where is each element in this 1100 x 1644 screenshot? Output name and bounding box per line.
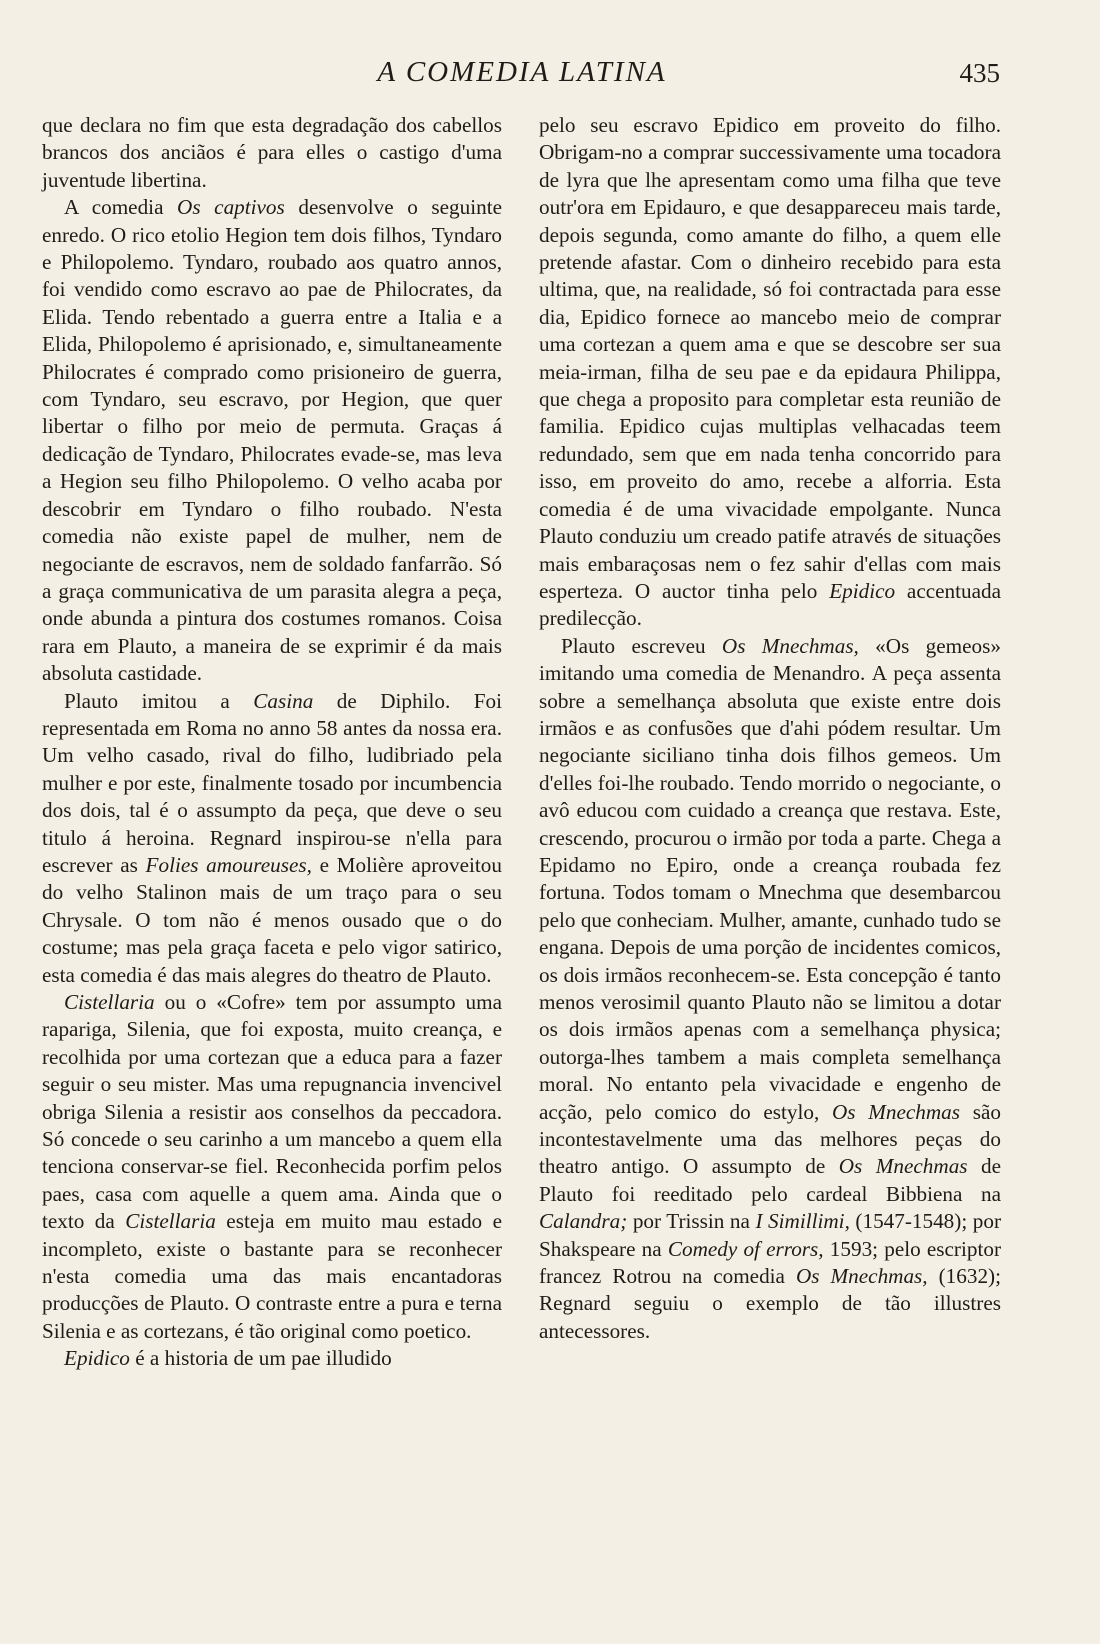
text-run: é a historia de um pae illudido bbox=[129, 1346, 392, 1371]
italic-title: Comedy of errors, bbox=[667, 1236, 824, 1261]
text-run: «Os gemeos» imitando uma comedia de Menandro. A peça assenta sobre a semelhança absoluta que existe entre dois irmãos e as confusões que d'ahi pódem resultar. Um negociante siciliano tinha dois filhos gemeos. Um d'elles foi-lhe roubado. Tendo morrido o negociante, o avô educou com cuidado a creança que restava. Este, crescendo, procurou o irmão por toda a parte. Chega a Epidamo no Epiro, onde a creança roubada fez fortuna. Todos tomam o Mnechma que desembarcou pelo que conheciam. Mulher, amante, cunhado tudo se engana. Depois de uma porção de incidentes comicos, os dois irmãos reconhecem-se. Esta concepção é tanto menos verosimil quanto Plauto não se limitou a dotar os dois irmãos apenas com a semelhança physica; outorga-lhes tambem a mais completa semelhança moral. No entanto pela vivacidade e engenho de acção, pelo comico do estylo, bbox=[539, 633, 1001, 1124]
right-column bbox=[539, 112, 1001, 1345]
italic-title: Casina bbox=[253, 688, 314, 713]
paragraph bbox=[42, 194, 502, 687]
text-run: por Trissin na bbox=[627, 1209, 756, 1234]
paragraph bbox=[539, 633, 1001, 1346]
running-title: A COMEDIA LATINA bbox=[377, 56, 667, 88]
running-head bbox=[0, 50, 1100, 100]
paragraph bbox=[42, 688, 502, 989]
paragraph bbox=[42, 1345, 502, 1372]
italic-title: Epidico bbox=[829, 578, 896, 603]
italic-title: I Simillimi, bbox=[755, 1209, 850, 1234]
italic-title: Epidico bbox=[64, 1346, 130, 1371]
paragraph bbox=[42, 112, 502, 194]
italic-title: Cistellaria bbox=[64, 990, 155, 1014]
italic-title: Os Mnechmas, bbox=[721, 633, 859, 658]
text-run: ou o «Cofre» tem por assumpto uma rapariga, Silenia, que foi exposta, muito creança, e recolhida por uma cortezan que a educa para a fazer seguir o seu mister. Mas uma repugnancia invencivel obriga Silenia a resistir aos conselhos da peccadora. Só concede o seu carinho a um mancebo a quem ella tenciona conservar-se fiel. Reconhecida porfim pelos paes, casa com aquelle a quem ama. Ainda que o texto da bbox=[42, 990, 502, 1234]
text-run: (1547-1548); por Shakspeare na bbox=[539, 1209, 1002, 1261]
page-number: 435 bbox=[959, 58, 1000, 88]
text-run: Plauto escreveu bbox=[561, 633, 722, 658]
paragraph bbox=[42, 989, 502, 1345]
text-run: de Plauto foi reeditado pelo cardeal Bibbiena na bbox=[539, 1154, 1001, 1206]
left-column bbox=[42, 112, 502, 1373]
text-run: A comedia bbox=[64, 195, 178, 220]
italic-title: Os Mnechmas, bbox=[795, 1264, 928, 1289]
text-run: e Molière aproveitou do velho Stalinon mais de um traço para o seu Chrysale. O tom não é menos ousado que o do costume; mas pela graça faceta e pelo vigor satirico, esta comedia é das mais alegres do theatro de Plauto. bbox=[42, 852, 502, 987]
paragraph bbox=[539, 112, 1001, 633]
text-run: (1632); Regnard seguiu o exemplo de tão illustres antecessores. bbox=[539, 1264, 1001, 1343]
text-run: 1593; pelo escriptor francez Rotrou na comedia bbox=[539, 1236, 1002, 1289]
text-run: desenvolve o seguinte enredo. O rico etolio Hegion tem dois filhos, Tyndaro e Philopolemo. Tyndaro, roubado aos quatro annos, foi vendido como escravo ao pae de Philocrates, da Elida. Tendo rebentado a guerra entre a Italia e a Elida, Philopolemo é aprisionado, e, simultaneamente Philocrates é comprado como prisioneiro de guerra, com Tyndaro, seu escravo, por Hegion, que quer libertar o filho por meio de permuta. Graças á dedicação de Tyndaro, Philocrates evade-se, mas leva a Hegion seu filho Philopolemo. O velho acaba por descobrir em Tyndaro o filho roubado. N'esta comedia não existe papel de mulher, nem de negociante de escravos, nem de soldado fanfarrão. Só a graça communicativa de um parasita alegra a peça, onde abunda a pintura dos costumes romanos. Coisa rara em Plauto, a maneira de se exprimir é da mais absoluta castidade. bbox=[42, 195, 503, 686]
text-run: que declara no fim que esta degradação dos cabellos brancos dos anciãos é para elles o castigo d'uma juventude libertina. bbox=[42, 113, 502, 192]
text-run: pelo seu escravo Epidico em proveito do filho. Obrigam-no a comprar successivamente uma tocadora de lyra que lhe apresentam como uma filha que teve outr'ora em Epidauro, e que desappareceu mais tarde, depois segunda, como amante do filho, a quem elle pretende afastar. Com o dinheiro recebido para esta ultima, que, na realidade, só foi contractada para esse dia, Epidico fornece ao mancebo meio de comprar uma cortezan a quem ama e que se descobre ser sua meia-irman, filha de seu pae e da epidaura Philippa, que chega a proposito para completar esta reunião de familia. Epidico cujas multiplas velhacadas teem redundado, sem que em nada tenha concorrido para isso, em proveito do amo, recebe a alforria. Esta comedia é de uma vivacidade empolgante. Nunca Plauto conduziu um creado patife através de situações mais embaraçosas nem o fez sahir d'ellas com mais esperteza. O auctor tinha pelo bbox=[539, 113, 1001, 603]
italic-title: Folies amoureuses, bbox=[145, 852, 312, 877]
italic-title: Os Mnechmas bbox=[831, 1099, 961, 1124]
text-run: esteja em muito mau estado e incompleto, existe o bastante para se reconhecer n'esta comedia uma das mais encantadoras producções de Plauto. O contraste entre a pura e terna Silenia e as cortezans, é tão original como poetico. bbox=[42, 1209, 502, 1343]
italic-title: Calandra; bbox=[539, 1209, 628, 1234]
text-run: accentuada predilecção. bbox=[539, 578, 1002, 631]
italic-title: Os captivos bbox=[177, 195, 285, 220]
text-run: Plauto imitou a bbox=[64, 688, 254, 713]
italic-title: Cistellaria bbox=[125, 1209, 216, 1234]
text-run: são incontestavelmente uma das melhores peças do theatro antigo. O assumpto de bbox=[539, 1099, 1001, 1179]
text-run: de Diphilo. Foi representada em Roma no anno 58 antes da nossa era. Um velho casado, rival do filho, ludibriado pela mulher e por este, finalmente tosado por incumbencia dos dois, tal é o assumpto da peça, que deve o seu titulo á heroina. Regnard inspirou-se n'ella para escrever as bbox=[42, 688, 502, 877]
italic-title: Os Mnechmas bbox=[838, 1154, 968, 1179]
